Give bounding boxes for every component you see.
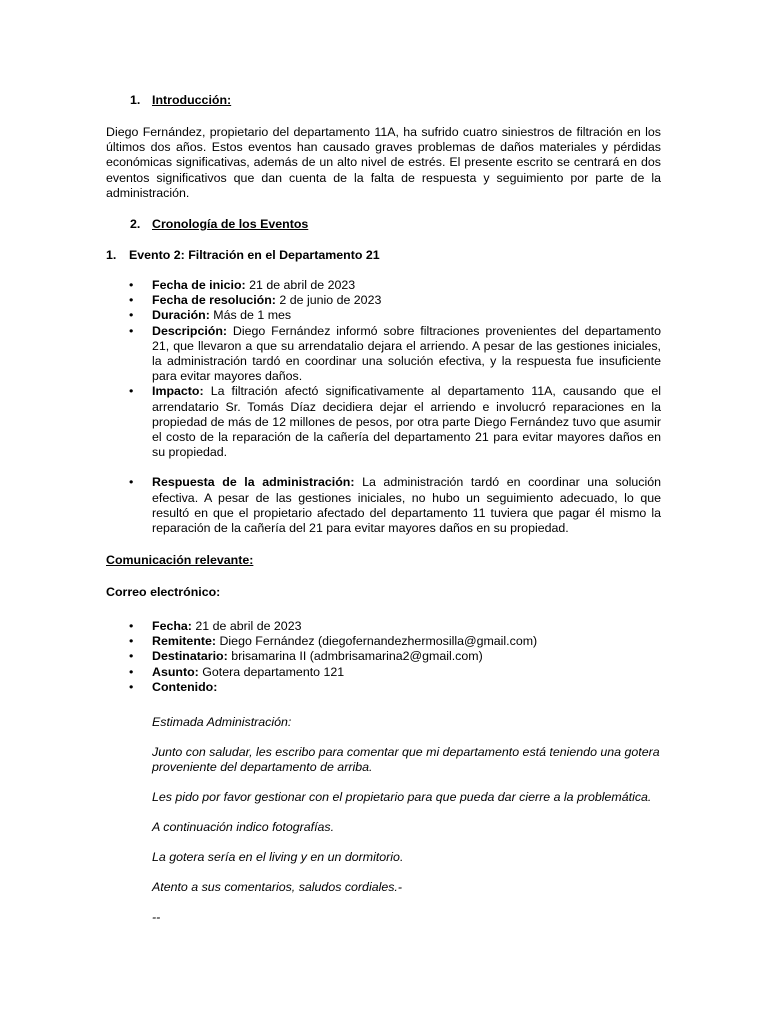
event-details-list bbox=[106, 278, 661, 536]
list-item bbox=[106, 634, 661, 649]
item-text: La filtración afectó significativamente al departamento 11A, causando que el arrendatario Sr. Tomás Díaz decidiera dejar el arriendo e involucró reparaciones en la propiedad de más de 12 millones de pesos, por otra parte Diego Fernández tuvo que asumir el costo de la reparación de la cañería del departamento 21 para evitar mayores daños en su propiedad. bbox=[152, 384, 661, 460]
item-text: Más de 1 mes bbox=[213, 308, 292, 323]
list-item bbox=[106, 680, 661, 695]
bullet-icon: • bbox=[129, 308, 134, 323]
email-body-line: La gotera sería en el living y en un dormitorio. bbox=[152, 850, 404, 864]
bullet-icon: • bbox=[129, 384, 134, 399]
list-item bbox=[106, 384, 661, 460]
item-text: 2 de junio de 2023 bbox=[279, 293, 382, 308]
section-1-number: 1. bbox=[130, 93, 141, 107]
section-1-title: Introducción: bbox=[152, 93, 232, 107]
email-body-line: A continuación indico fotografías. bbox=[152, 820, 335, 834]
item-label: Contenido: bbox=[152, 679, 218, 694]
item-label: Duración: bbox=[152, 308, 210, 323]
bullet-icon: • bbox=[129, 293, 134, 308]
item-text: 21 de abril de 2023 bbox=[249, 278, 356, 292]
item-text: La administración tardó en coordinar una solución efectiva. A pesar de las gestiones iniciales, no hubo un seguimiento adecuado, lo que resultó en que el propietario afectado del departamento 11 tuviera que pagar él mismo la reparación de la cañería del 21 para evitar mayores daños en su propiedad. bbox=[152, 475, 662, 536]
bullet-icon: • bbox=[129, 679, 134, 694]
list-item bbox=[106, 649, 661, 664]
item-text: Gotera departamento 121 bbox=[202, 664, 345, 679]
item-label: Fecha de inicio: bbox=[152, 278, 246, 292]
item-text: 21 de abril de 2023 bbox=[195, 619, 302, 633]
bullet-icon: • bbox=[129, 664, 134, 679]
list-item bbox=[106, 293, 661, 308]
email-body-line: Estimada Administración: bbox=[152, 715, 292, 729]
email-heading: Correo electrónico: bbox=[106, 585, 221, 599]
bullet-icon: • bbox=[129, 619, 134, 633]
list-item bbox=[106, 665, 661, 680]
list-spacer bbox=[106, 460, 661, 475]
bullet-icon: • bbox=[129, 475, 134, 490]
item-label: Impacto: bbox=[152, 384, 204, 399]
item-text: brisamarina II (admbrisamarina2@gmail.com) bbox=[231, 649, 483, 664]
bullet-icon: • bbox=[129, 649, 134, 664]
email-body-line: Les pido por favor gestionar con el propietario para que pueda dar cierre a la problemática. bbox=[152, 790, 652, 804]
email-body-line: Junto con saludar, les escribo para comentar que mi departamento está teniendo una gotera proveniente del departamento de arriba. bbox=[152, 745, 660, 775]
section-2-number: 2. bbox=[130, 217, 141, 231]
bullet-icon: • bbox=[129, 634, 134, 649]
list-item bbox=[106, 278, 661, 293]
intro-paragraph: Diego Fernández, propietario del departamento 11A, ha sufrido cuatro siniestros de filtración en los últimos dos años. Estos eventos han causado graves problemas de daños materiales y pérdidas económicas significativas, además de un alto nivel de estrés. El presente escrito se centrará en dos eventos significativos que dan cuenta de la falta de respuesta y seguimiento por parte de la administración. bbox=[106, 125, 661, 200]
list-item bbox=[106, 308, 661, 323]
bullet-icon: • bbox=[129, 323, 134, 338]
item-label: Asunto: bbox=[152, 664, 199, 679]
email-signature-separator: -- bbox=[152, 910, 161, 924]
list-item bbox=[106, 475, 661, 536]
item-label: Destinatario: bbox=[152, 649, 228, 664]
item-text: Diego Fernández informó sobre filtraciones provenientes del departamento 21, que llevaron a que su arrendatalio dejara el arriendo. A pesar de las gestiones iniciales, la administración tardó en coordinar una solución efectiva, y la respuesta fue insuficiente para evitar mayores daños. bbox=[152, 323, 661, 384]
event-number: 1. bbox=[106, 248, 117, 262]
item-label: Descripción: bbox=[152, 323, 228, 338]
email-details-list bbox=[106, 619, 661, 695]
section-2-title: Cronología de los Eventos bbox=[152, 217, 309, 231]
item-label: Remitente: bbox=[152, 634, 217, 649]
item-label: Fecha: bbox=[152, 619, 192, 633]
event-title: Evento 2: Filtración en el Departamento 21 bbox=[129, 248, 380, 262]
item-text: Diego Fernández (diegofernandezhermosilla@gmail.com) bbox=[219, 634, 538, 649]
item-label: Respuesta de la administración: bbox=[152, 475, 355, 490]
item-label: Fecha de resolución: bbox=[152, 293, 276, 308]
bullet-icon: • bbox=[129, 278, 134, 292]
list-item bbox=[106, 324, 661, 385]
email-body-line: Atento a sus comentarios, saludos cordiales.- bbox=[152, 880, 403, 894]
communication-heading: Comunicación relevante: bbox=[106, 553, 254, 567]
list-item bbox=[106, 619, 661, 634]
